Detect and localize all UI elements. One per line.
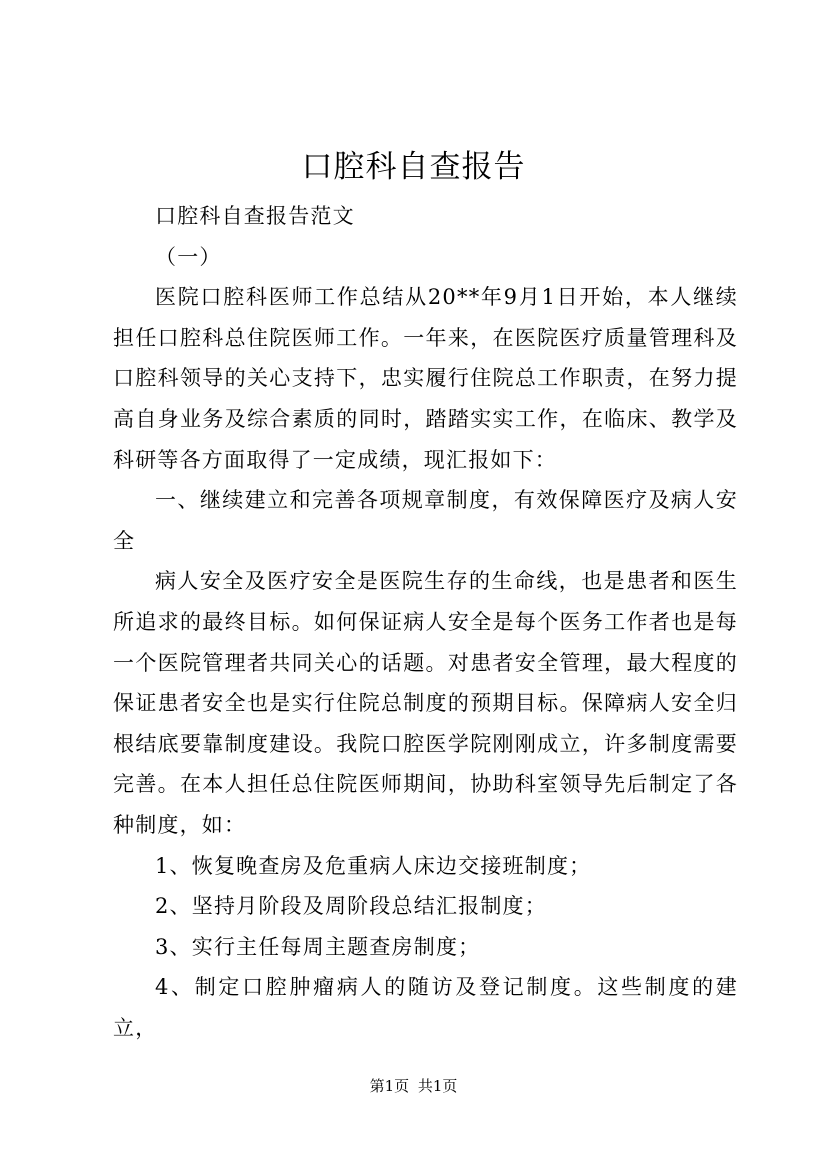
list-item: 1、恢复晚查房及危重病人床边交接班制度； (155, 853, 592, 878)
section-marker: （一） (155, 244, 222, 269)
document-body (113, 196, 738, 1048)
subtitle: 口腔科自查报告范文 (155, 204, 355, 228)
paragraph-safety: 病人安全及医疗安全是医院生存的生命线，也是患者和医生所追求的最终目标。如何保证病人安全是每个医务工作者也是每一个医院管理者共同关心的话题。对患者安全管理，最大程度的保证患者安全也是实行住院总制度的预期目标。保障病人安全归根结底要靠制度建设。我院口腔医学院刚刚成立，许多制度需要完善。在本人担任总住院医师期间，协助科室领导先后制定了各种制度，如： (113, 569, 738, 837)
list-item: 3、实行主任每周主题查房制度； (155, 934, 481, 959)
list-item: 2、坚持月阶段及周阶段总结汇报制度； (155, 894, 547, 919)
document-title: 口腔科自查报告 (301, 149, 526, 185)
page-footer (0, 1076, 827, 1096)
paragraph-intro: 医院口腔科医师工作总结从20**年9月1日开始，本人继续担任口腔科总住院医师工作。一年来，在医院医疗质量管理科及口腔科领导的关心支持下，忠实履行住院总工作职责，在努力提高自身业务及综合素质的同时，踏踏实实工作，在临床、教学及科研等各方面取得了一定成绩，现汇报如下： (113, 285, 738, 472)
list-item: 4、制定口腔肿瘤病人的随访及登记制度。这些制度的建立， (113, 975, 738, 1040)
page-number: 第1页 (369, 1077, 410, 1095)
section-heading-1: 一、继续建立和完善各项规章制度，有效保障医疗及病人安全 (113, 488, 738, 553)
page-total: 共1页 (417, 1077, 458, 1095)
